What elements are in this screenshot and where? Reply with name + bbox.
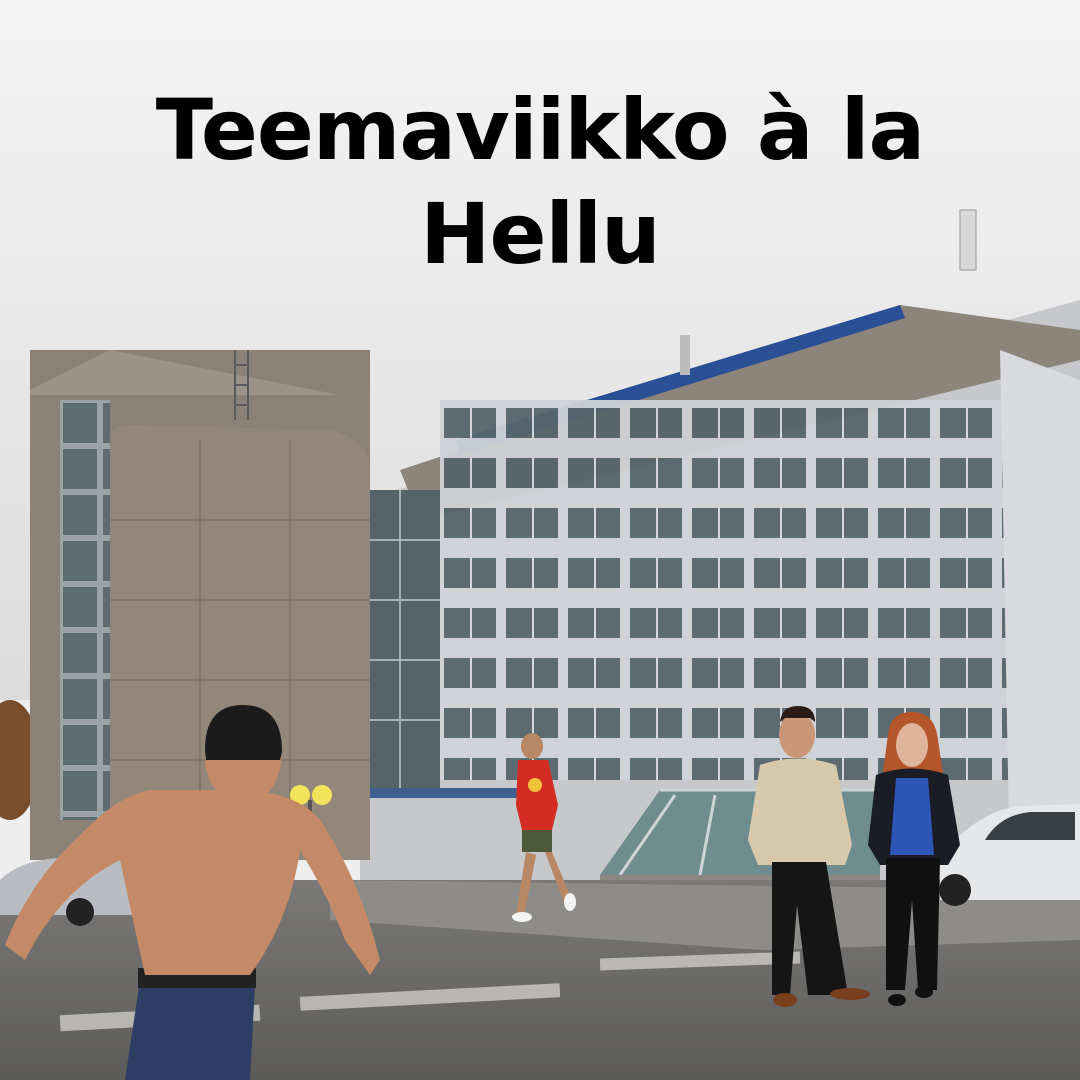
entrance-canopy xyxy=(370,788,520,798)
poster-title-line-1: Teemaviikko à la xyxy=(155,81,925,179)
poster-title-line-2: Hellu xyxy=(420,185,660,283)
stair-tower xyxy=(30,350,370,860)
poster-title xyxy=(0,78,1080,286)
atrium xyxy=(368,490,440,790)
